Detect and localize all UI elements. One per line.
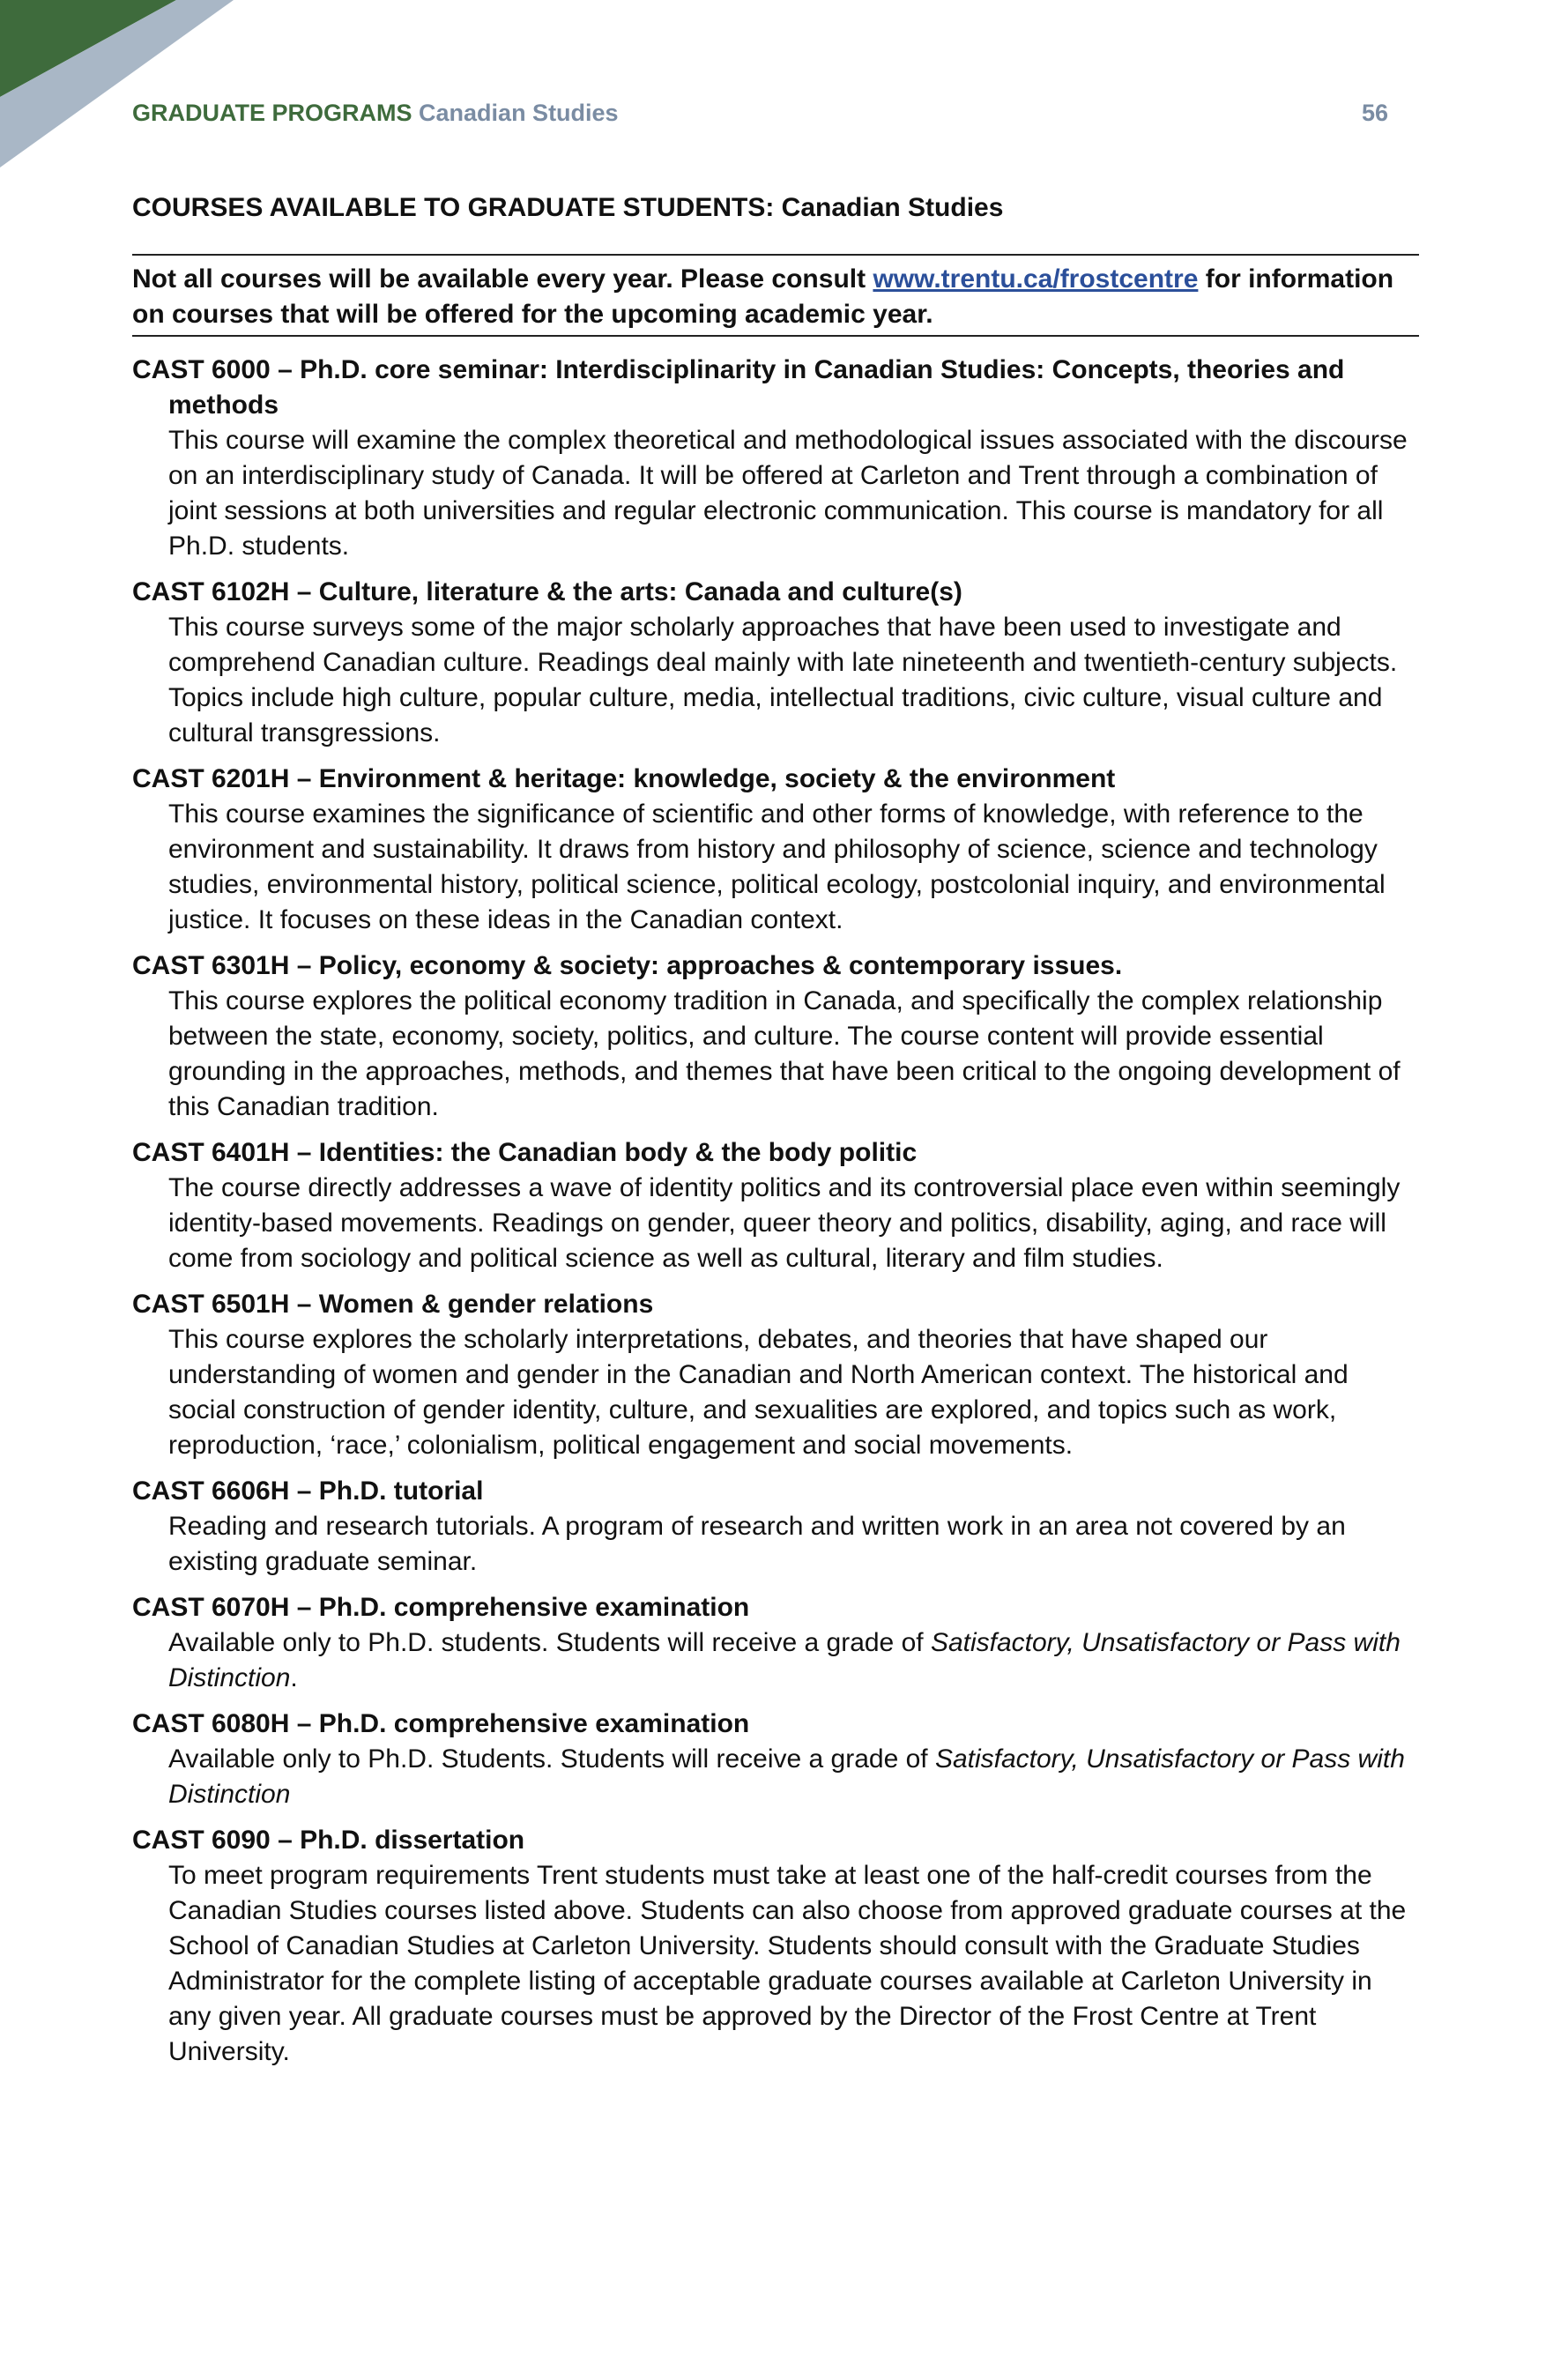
running-header (132, 100, 1388, 127)
course-description (132, 1625, 1421, 1696)
course-description: To meet program requirements Trent students must take at least one of the half-credit courses from the Canadian Studies courses listed above. Students can also choose from approved graduate courses at the School of Canadian Studies at Carleton University. Students should consult with the Graduate Studies Administrator for the complete listing of acceptable graduate courses available at Carleton University in any given year. All graduate courses must be approved by the Director of the Frost Centre at Trent University. (168, 1861, 1407, 2066)
bottom-rule (132, 335, 1419, 337)
frost-centre-link[interactable]: www.trentu.ca/frostcentre (873, 264, 1199, 294)
course-item (132, 353, 1421, 564)
grade-options: Satisfactory, Unsatisfactory or Pass with Distinction (168, 1628, 1401, 1692)
course-item (132, 575, 1421, 751)
course-title: CAST 6000 – Ph.D. core seminar: Interdisciplinarity in Canadian Studies: Concepts, theories and methods (132, 355, 1345, 420)
course-title: CAST 6070H – Ph.D. comprehensive examination (132, 1593, 750, 1622)
course-title: CAST 6301H – Policy, economy & society: approaches & contemporary issues. (132, 951, 1123, 980)
course-description: This course explores the political economy tradition in Canada, and specifically the complex relationship between the state, economy, society, politics, and culture. The course content will provide essential grounding in the approaches, methods, and themes that have been critical to the ongoing development of this Canadian tradition. (168, 986, 1401, 1121)
course-description: Reading and research tutorials. A program of research and written work in an area not covered by an existing graduate seminar. (168, 1512, 1346, 1576)
course-item (132, 1474, 1421, 1580)
course-description: This course will examine the complex theoretical and methodological issues associated with the discourse on an interdisciplinary study of Canada. It will be offered at Carleton and Trent through a combination of joint sessions at both universities and regular electronic communication. This course is mandatory for all Ph.D. students. (168, 426, 1408, 561)
course-description: This course explores the scholarly interpretations, debates, and theories that have shaped our understanding of women and gender in the Canadian and North American context. The historical and social construction of gender identity, culture, and sexualities are explored, and topics such as work, reproduction, ‘race,’ colonialism, political engagement and social movements. (168, 1325, 1349, 1460)
course-title: CAST 6080H – Ph.D. comprehensive examination (132, 1709, 750, 1738)
course-title: CAST 6401H – Identities: the Canadian body & the body politic (132, 1138, 918, 1167)
course-description (132, 1742, 1421, 1812)
grade-text: Available only to Ph.D. students. Students will receive a grade of (168, 1628, 924, 1657)
grade-text-end: . (290, 1663, 298, 1692)
course-list (132, 353, 1421, 2080)
header-category: GRADUATE PROGRAMS (132, 100, 412, 126)
notice-text-before: Not all courses will be available every year. Please consult (132, 264, 866, 294)
grade-text: Available only to Ph.D. Students. Students will receive a grade of (168, 1744, 928, 1774)
course-description: The course directly addresses a wave of identity politics and its controversial place even within seemingly identity-based movements. Readings on gender, queer theory and politics, disability, aging, and race will come from sociology and political science as well as cultural, literary and film studies. (168, 1173, 1401, 1273)
course-item (132, 1590, 1421, 1696)
header-subject: Canadian Studies (419, 100, 619, 126)
course-item (132, 1135, 1421, 1276)
course-description: This course examines the significance of scientific and other forms of knowledge, with reference to the environment and sustainability. It draws from history and philosophy of science, science and technology studies, environmental history, political science, political ecology, postcolonial inquiry, and environmental justice. It focuses on these ideas in the Canadian context. (168, 800, 1386, 934)
course-description: This course surveys some of the major scholarly approaches that have been used to investigate and comprehend Canadian culture. Readings deal mainly with late nineteenth and twentieth-century subjects. Topics include high culture, popular culture, media, intellectual traditions, civic culture, visual culture and cultural transgressions. (168, 613, 1398, 747)
course-item (132, 1823, 1421, 2070)
course-title: CAST 6201H – Environment & heritage: knowledge, society & the environment (132, 764, 1116, 793)
course-title: CAST 6102H – Culture, literature & the arts: Canada and culture(s) (132, 577, 962, 606)
availability-notice (132, 262, 1419, 332)
course-title: CAST 6501H – Women & gender relations (132, 1290, 654, 1319)
course-item (132, 762, 1421, 938)
corner-decoration (0, 0, 264, 167)
course-item (132, 1287, 1421, 1463)
top-rule (132, 254, 1419, 256)
course-title: CAST 6606H – Ph.D. tutorial (132, 1476, 484, 1506)
page-title: COURSES AVAILABLE TO GRADUATE STUDENTS: Canadian Studies (132, 193, 1004, 222)
course-item (132, 948, 1421, 1125)
notice-text-after: for information on courses that will be offered for the upcoming academic year. (132, 264, 1394, 329)
grade-options: Satisfactory, Unsatisfactory or Pass with Distinction (168, 1744, 1405, 1809)
course-title: CAST 6090 – Ph.D. dissertation (132, 1826, 525, 1855)
course-item (132, 1707, 1421, 1812)
page-number: 56 (1361, 100, 1388, 126)
